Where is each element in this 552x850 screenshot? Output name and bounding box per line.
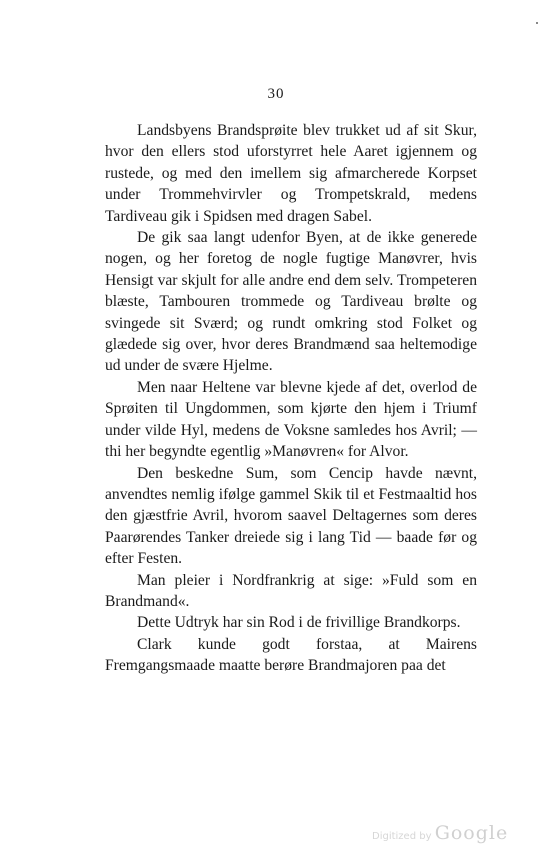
page-edge-mark [536, 22, 538, 24]
google-watermark [372, 822, 508, 844]
body-text [105, 120, 477, 677]
page-number: 30 [267, 86, 285, 102]
paragraph: Dette Udtryk har sin Rod i de frivillige Brandkorps. [137, 614, 461, 632]
watermark-small: Digitized by [372, 831, 432, 842]
paragraph: Man pleier i Nordfrankrig at sige: »Fuld som en Brandmand«. [105, 571, 477, 610]
watermark-logo-text: Google [434, 822, 509, 844]
paragraph: Landsbyens Brandsprøite blev trukket ud af sit Skur, hvor den ellers stod uforstyrret hele Aaret igjennem og rustede, og med den imellem sig afmarcherede Korpset under Trommehvirvler og Trompetskrald, medens Tardiveau gik i Spidsen med dragen Sabel. [105, 122, 477, 225]
paragraph: Clark kunde godt forstaa, at Mairens Fremgangsmaade maatte berøre Brandmajoren paa det [105, 635, 477, 675]
paragraph: Men naar Heltene var blevne kjede af det, overlod de Sprøiten til Ungdommen, som kjørte den hjem i Triumf under vilde Hyl, medens de Voksne samledes hos Avril; — thi her begyndte egentlig »Manøvren« for Alvor. [105, 378, 477, 461]
paragraph: Den beskedne Sum, som Cencip havde nævnt, anvendtes nemlig ifølge gammel Skik til et Festmaaltid hos den gjæstfrie Avril, hvorom saavel Deltagernes som deres Paarørendes Tanker dreiede sig i lang Tid — baade før og efter Festen. [105, 464, 477, 568]
paragraph: De gik saa langt udenfor Byen, at de ikke generede nogen, og her foretog de nogle fugtige Manøvrer, hvis Hensigt var skjult for alle andre end dem selv. Trompeteren blæste, Tambouren trommede og Tardiveau brølte og svingede sit Sværd; og rundt omkring stod Folket og glædede sig over, hvor deres Brandmænd saa heltemodige ud under de svære Hjelme. [105, 229, 477, 375]
